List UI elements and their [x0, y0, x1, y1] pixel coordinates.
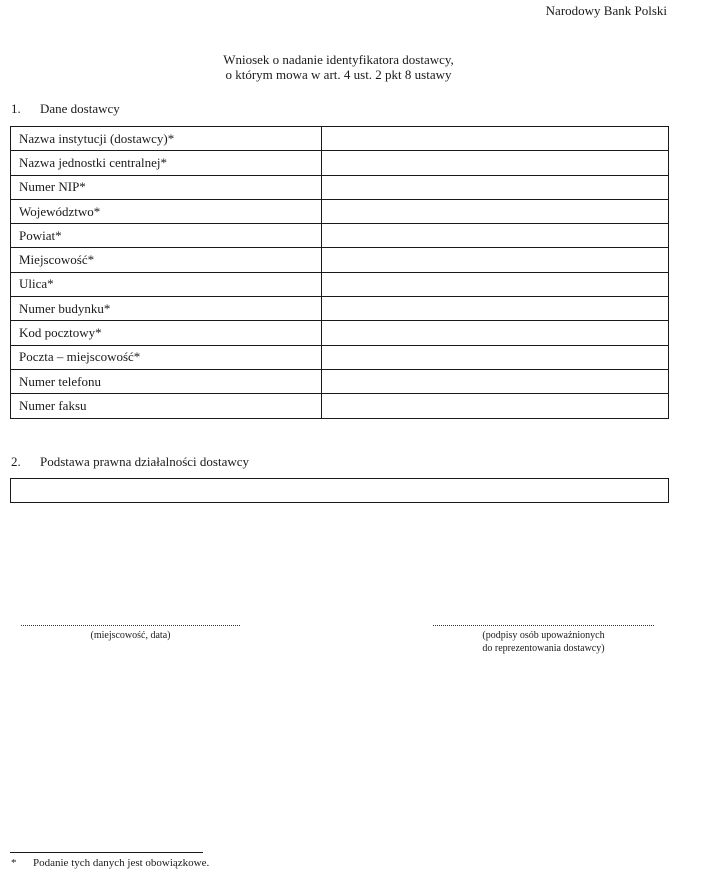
supplier-row-value-field[interactable]	[322, 321, 669, 345]
supplier-row	[11, 321, 669, 345]
supplier-row-value-field[interactable]	[322, 369, 669, 393]
legal-basis-field[interactable]	[10, 478, 669, 503]
supplier-row	[11, 345, 669, 369]
authorized-signatures-caption-line-2: do reprezentowania dostawcy)	[482, 643, 605, 654]
supplier-row-value-field[interactable]	[322, 345, 669, 369]
supplier-row-value-field[interactable]	[322, 272, 669, 296]
supplier-row	[11, 369, 669, 393]
supplier-row-label: Powiat*	[11, 224, 322, 248]
place-date-caption: (miejscowość, data)	[90, 630, 171, 641]
section-1-title: Dane dostawcy	[40, 101, 120, 116]
supplier-row-value-field[interactable]	[322, 297, 669, 321]
authorized-signatures-caption	[433, 629, 654, 655]
footnote-mark: *	[11, 857, 17, 869]
supplier-row-value-field[interactable]	[322, 175, 669, 199]
title-line-1: Wniosek o nadanie identyfikatora dostawcy,	[223, 52, 454, 67]
supplier-row-value-field[interactable]	[322, 224, 669, 248]
supplier-row-value-field[interactable]	[322, 248, 669, 272]
supplier-row-label: Numer NIP*	[11, 175, 322, 199]
document-title	[0, 52, 677, 82]
supplier-row-label: Ulica*	[11, 272, 322, 296]
supplier-row	[11, 224, 669, 248]
supplier-row	[11, 127, 669, 151]
supplier-row	[11, 175, 669, 199]
supplier-row-label: Numer budynku*	[11, 297, 322, 321]
authorized-signatures-caption-line-1: (podpisy osób upoważnionych	[482, 630, 605, 641]
section-2-number: 2.	[11, 454, 21, 469]
section-1-heading	[11, 101, 120, 117]
supplier-data-table	[10, 126, 669, 419]
section-1-number: 1.	[11, 101, 21, 116]
supplier-row-value-field[interactable]	[322, 394, 669, 418]
supplier-row	[11, 272, 669, 296]
place-date-signature-line[interactable]	[21, 625, 240, 626]
supplier-row	[11, 297, 669, 321]
supplier-row-label: Numer telefonu	[11, 369, 322, 393]
supplier-row	[11, 394, 669, 418]
authorized-signatures-line[interactable]	[433, 625, 654, 626]
title-line-2: o którym mowa w art. 4 ust. 2 pkt 8 ustawy	[225, 67, 452, 82]
footnote-text: Podanie tych danych jest obowiązkowe.	[33, 857, 210, 869]
supplier-row	[11, 199, 669, 223]
supplier-row	[11, 151, 669, 175]
supplier-row-value-field[interactable]	[322, 151, 669, 175]
supplier-row-value-field[interactable]	[322, 199, 669, 223]
supplier-row-label: Nazwa jednostki centralnej*	[11, 151, 322, 175]
footnote	[11, 857, 209, 869]
supplier-row-label: Województwo*	[11, 199, 322, 223]
supplier-row-value-field[interactable]	[322, 127, 669, 151]
supplier-row-label: Miejscowość*	[11, 248, 322, 272]
issuer-name: Narodowy Bank Polski	[545, 3, 667, 18]
supplier-row-label: Numer faksu	[11, 394, 322, 418]
supplier-row	[11, 248, 669, 272]
supplier-row-label: Nazwa instytucji (dostawcy)*	[11, 127, 322, 151]
section-2-title: Podstawa prawna działalności dostawcy	[40, 454, 250, 469]
footnote-divider	[10, 852, 203, 853]
supplier-row-label: Poczta – miejscowość*	[11, 345, 322, 369]
section-2-heading	[11, 454, 249, 470]
supplier-row-label: Kod pocztowy*	[11, 321, 322, 345]
